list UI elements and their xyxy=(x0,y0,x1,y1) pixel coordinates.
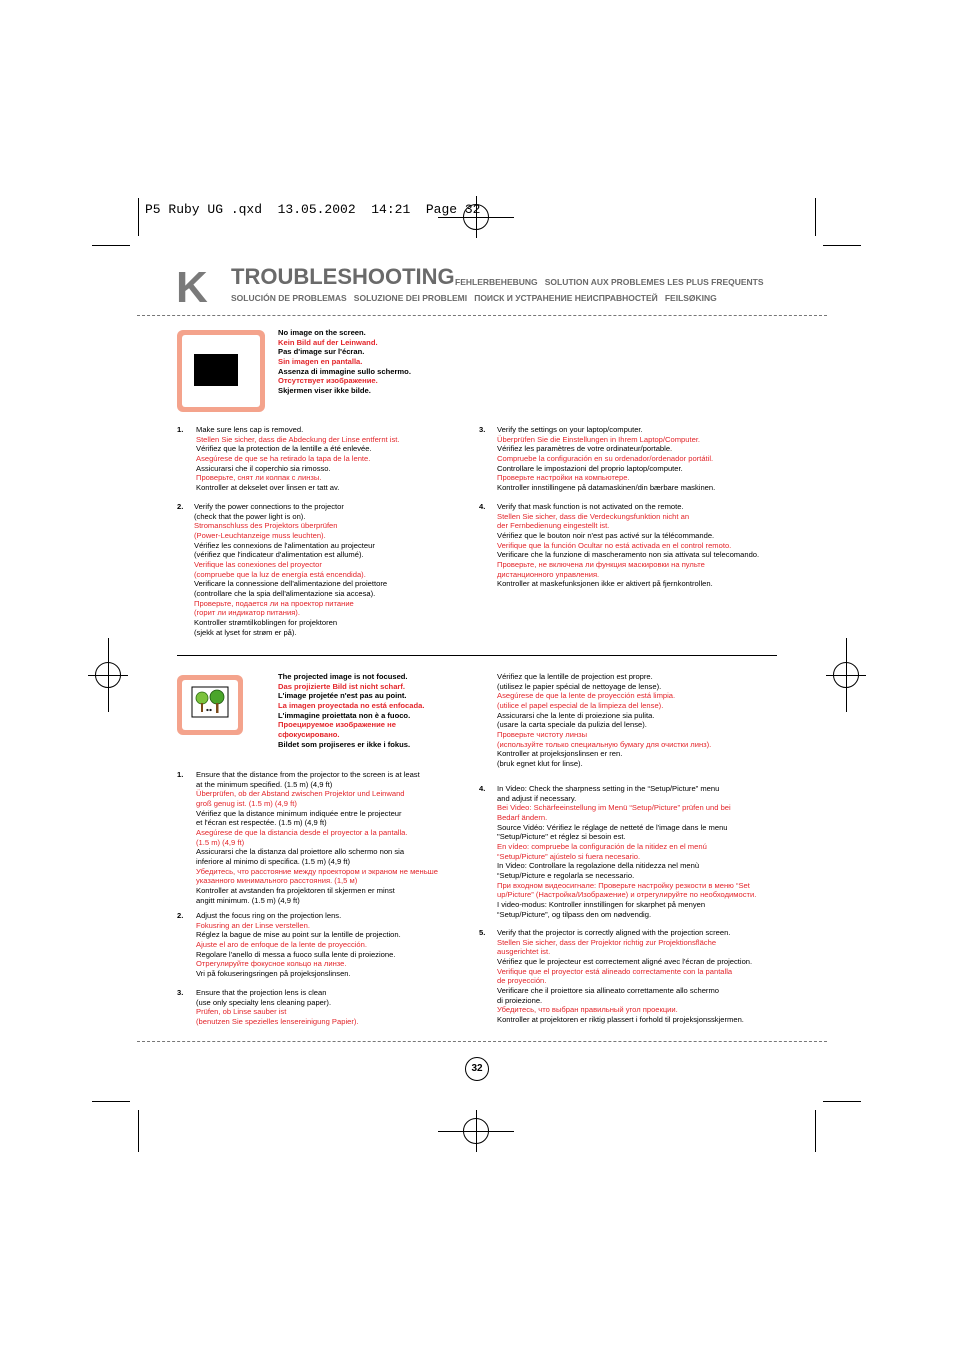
text-line: der Fernbedienung eingestellt ist. xyxy=(497,521,610,531)
text-line: "Setup/Picture" et réglez si besoin est. xyxy=(497,832,626,842)
text-line: Проверьте, не включена ли функция маскировки на пульте xyxy=(497,559,705,569)
item-number: 4. xyxy=(479,502,486,511)
text-line: In Video: Check the sharpness setting in the “Setup/Picture” menu xyxy=(497,784,720,793)
step-lens-clean xyxy=(196,988,359,1027)
text-line: En vídeo: compruebe la configuración de la nitidez en el menú xyxy=(497,841,707,851)
registration-mark-icon xyxy=(833,662,859,688)
divider xyxy=(137,1041,827,1042)
text-line: При входном видеосигнале: Проверьте настройку резкости в меню “Set xyxy=(497,880,750,890)
text-line: up/Picture” (Настройка/Изображение) и отрегулируйте по необходимости. xyxy=(497,890,757,900)
text-line: inferiore al minimo di specifica. (1.5 m) (4,9 ft) xyxy=(196,856,351,866)
chapter-letter: K xyxy=(176,263,208,312)
text-line: Réglez la bague de mise au point sur la lentille de projection. xyxy=(196,930,401,940)
text-line: Kontroller at projektoren er riktig plassert i forhold til projeksjonsskjermen. xyxy=(497,1014,744,1024)
text-line: “Setup/Picture”, og tilpass den om nødvendig. xyxy=(497,909,652,919)
text-line: Ensure that the projection lens is clean xyxy=(196,988,327,997)
text-line: (compruebe que la luz de energía está encendida). xyxy=(194,569,366,579)
text-line: Asegúrese de que la lente de proyección está limpia. xyxy=(497,691,676,701)
text-line: Sin imagen en pantalla. xyxy=(278,356,363,366)
text-line: (bruk egnet klut for linse). xyxy=(497,758,583,768)
item-number: 3. xyxy=(479,425,486,434)
text-line: Проверьте настройки на компьютере. xyxy=(497,473,630,483)
text-line: Vérifiez les connexions de l'alimentation au projecteur xyxy=(194,540,375,550)
step-lens-clean-continued xyxy=(497,672,711,769)
text-line: дистанционного управления. xyxy=(497,569,600,579)
text-line: Pas d'image sur l'écran. xyxy=(278,347,365,357)
text-line: Überprüfen, ob der Abstand zwischen Projektor und Leinwand xyxy=(196,789,405,799)
no-image-icon xyxy=(177,330,265,412)
text-line: Bedarf ändern. xyxy=(497,812,548,822)
text-line: (vérifiez que l'indicateur d'alimentation est allumé). xyxy=(194,550,364,560)
section-divider xyxy=(177,655,777,656)
item-number: 5. xyxy=(479,928,486,937)
item-number: 2. xyxy=(177,911,184,920)
text-line: Kontroller strømtilkoblingen for projektoren xyxy=(194,617,338,627)
text-line: Vérifiez que la protection de la lentille a été enlevée. xyxy=(196,444,372,454)
text-line: Kontroller at dekselet over linsen er tatt av. xyxy=(196,482,340,492)
registration-mark-icon xyxy=(463,1118,489,1144)
text-line: Verificare che il proiettore sia allineato correttamente allo schermo xyxy=(497,985,720,995)
step-sharpness-setting xyxy=(497,784,756,919)
text-line: ausgerichtet ist. xyxy=(497,947,551,957)
text-line: сфокусировано. xyxy=(278,729,340,739)
title-translations-line2: SOLUCIÓN DE PROBLEMAS SOLUZIONE DEI PROBLEMI ПОИСК И УСТРАНЕНИЕ НЕИСПРАВНОСТЕЙ FEILSØKING xyxy=(231,293,717,303)
text-line: Verifique las conexiones del proyector xyxy=(194,559,322,569)
text-line: Verify that mask function is not activated on the remote. xyxy=(497,502,684,511)
text-line: Kontroller innstillingene på datamaskinen/din bærbare maskinen. xyxy=(497,482,716,492)
text-line: groß genug ist. (1.5 m) (4,9 ft) xyxy=(196,798,297,808)
step-power-connections xyxy=(194,502,387,637)
text-line: Kein Bild auf der Leinwand. xyxy=(278,337,378,347)
text-line: Verificare la connessione dell'alimentazione del proiettore xyxy=(194,579,388,589)
text-line: Stellen Sie sicher, dass die Abdeckung der Linse entfernt ist. xyxy=(196,434,400,444)
text-line: Verify that the projector is correctly aligned with the projection screen. xyxy=(497,928,731,937)
text-line: Fokusring an der Linse verstellen. xyxy=(196,920,310,930)
text-line: Verifique que la función Ocultar no está activada en el control remoto. xyxy=(497,540,732,550)
step-lens-cap xyxy=(196,425,399,493)
text-line: at the minimum specified. (1.5 m) (4,9 ft) xyxy=(196,779,333,789)
text-line: Regolare l'anello di messa a fuoco sulla lente di proiezione. xyxy=(196,949,396,959)
text-line: Stellen Sie sicher, dass der Projektor richtig zur Projektionsfläche xyxy=(497,937,717,947)
file-slug: P5 Ruby UG .qxd 13.05.2002 14:21 Page 32 xyxy=(145,202,481,217)
text-line: Убедитесь, что расстояние между проектором и экраном не меньше xyxy=(196,866,438,876)
text-line: (Power-Leuchtanzeige muss leuchten). xyxy=(194,530,326,540)
text-line: (sjekk at lyset for strøm er på). xyxy=(194,627,297,637)
text-line: (utilisez le papier spécial de nettoyage de lense). xyxy=(497,681,662,691)
text-line: Make sure lens cap is removed. xyxy=(196,425,304,434)
text-line: Assicurarsi che la lente di proiezione sia pulita. xyxy=(497,710,655,720)
text-line: Compruebe la configuración en su ordenador/ordenador portátil. xyxy=(497,453,714,463)
text-line: Vérifiez que la lentille de projection est propre. xyxy=(497,672,653,681)
text-line: Отсутствует изображение. xyxy=(278,376,378,386)
text-line: Verify the power connections to the projector xyxy=(194,502,344,511)
text-line: Verificare che la funzione di mascheramento non sia attivata sul telecomando. xyxy=(497,550,760,560)
text-line: (горит ли индикатор питания). xyxy=(194,608,300,618)
text-line: (utilice el papel especial de la limpieza del lense). xyxy=(497,700,664,710)
text-line: The projected image is not focused. xyxy=(278,672,408,681)
text-line: Vérifiez que la distance minimum indiquée entre le projecteur xyxy=(196,808,402,818)
step-projector-alignment xyxy=(497,928,752,1025)
text-line: Vérifiez que le bouton noir n'est pas activé sur la télécommande. xyxy=(497,530,715,540)
text-line: (benutzen Sie spezielles lensereinigung Papier). xyxy=(196,1016,359,1026)
text-line: Проверьте, подается ли на проектор питание xyxy=(194,598,354,608)
text-line: No image on the screen. xyxy=(278,328,366,337)
text-line: (1.5 m) (4,9 ft) xyxy=(196,837,245,847)
text-line: Проверьте, снят ли колпак с линзы. xyxy=(196,473,322,483)
step-focus-ring xyxy=(196,911,401,979)
text-line: and adjust if necessary. xyxy=(497,793,577,803)
text-line: L'image projetée n'est pas au point. xyxy=(278,691,407,701)
step-projection-distance xyxy=(196,770,438,905)
text-line: (usare la carta speciale da pulizia del lense). xyxy=(497,720,647,730)
text-line: Убедитесь, что выбран правильный угол проекции. xyxy=(497,1005,678,1015)
page-number: 32 xyxy=(465,1057,489,1081)
text-line: Überprüfen Sie die Einstellungen in Ihrem Laptop/Computer. xyxy=(497,434,701,444)
text-line: Assenza di immagine sullo schermo. xyxy=(278,366,411,376)
text-line: Kontroller at avstanden fra projektoren til skjermen er minst xyxy=(196,885,395,895)
text-line: Отрегулируйте фокусное кольцо на линзе. xyxy=(196,959,347,969)
text-line: Vri på fokuseringsringen på projeksjonslinsen. xyxy=(196,968,351,978)
problem-heading-no-image xyxy=(278,328,411,396)
text-line: (use only specialty lens cleaning paper). xyxy=(196,997,332,1007)
divider xyxy=(137,315,827,316)
step-laptop-settings xyxy=(497,425,715,493)
text-line: Vérifiez les paramètres de votre ordinateur/portable. xyxy=(497,444,673,454)
registration-mark-icon xyxy=(95,662,121,688)
text-line: Проецируемое изображение не xyxy=(278,720,396,730)
text-line: Controllare le impostazioni del proprio laptop/computer. xyxy=(497,463,683,473)
text-line: указанного минимального расстояния. (1,5 м) xyxy=(196,876,358,886)
item-number: 4. xyxy=(479,784,486,793)
text-line: I video-modus: Kontroller innstillingen for skarphet på menyen xyxy=(497,899,706,909)
text-line: Verify the settings on your laptop/computer. xyxy=(497,425,643,434)
item-number: 3. xyxy=(177,988,184,997)
text-line: “Setup/Picture” ajústelo si fuera necesario. xyxy=(497,851,641,861)
text-line: Verifique que el proyector está alineado correctamente con la pantalla xyxy=(497,966,733,976)
text-line: angitt minimum. (1.5 m) (4,9 ft) xyxy=(196,895,300,905)
text-line: Проверьте чистоту линзы xyxy=(497,729,588,739)
text-line: Asegúrese de que la distancia desde el proyector a la pantalla. xyxy=(196,827,408,837)
text-line: di proiezione. xyxy=(497,995,543,1005)
text-line: Prüfen, ob Linse sauber ist xyxy=(196,1007,287,1017)
page-title: TROUBLESHOOTING xyxy=(231,264,455,289)
text-line: Stellen Sie sicher, dass die Verdeckungsfunktion nicht an xyxy=(497,511,690,521)
text-line: La imagen proyectada no está enfocada. xyxy=(278,700,425,710)
item-number: 1. xyxy=(177,425,184,434)
problem-heading-not-focused xyxy=(278,672,424,749)
text-line: Assicurarsi che la distanza dal proiettore allo schermo non sia xyxy=(196,847,405,857)
text-line: (controllare che la spia dell'alimentazione sia accesa). xyxy=(194,588,376,598)
text-line: In Video: Controllare la regolazione della nitidezza nel menù xyxy=(497,861,700,871)
text-line: (используйте только специальную бумагу для очистки линз). xyxy=(497,739,712,749)
text-line: Ensure that the distance from the projector to the screen is at least xyxy=(196,770,420,779)
text-line: Ajuste el aro de enfoque de la lente de proyección. xyxy=(196,939,367,949)
text-line: Asegúrese de que se ha retirado la tapa de la lente. xyxy=(196,453,371,463)
text-line: et l'écran est respectée. (1.5 m) (4,9 ft) xyxy=(196,818,327,828)
item-number: 1. xyxy=(177,770,184,779)
text-line: Das projizierte Bild ist nicht scharf. xyxy=(278,681,406,691)
text-line: de proyección. xyxy=(497,976,547,986)
item-number: 2. xyxy=(177,502,184,511)
text-line: Source Vidéo: Vérifiez le réglage de netteté de l'image dans le menu xyxy=(497,822,728,832)
not-focused-icon xyxy=(177,675,243,735)
text-line: “Setup/Picture e regolarla se necessario. xyxy=(497,870,635,880)
text-line: Skjermen viser ikke bilde. xyxy=(278,385,371,395)
step-mask-function xyxy=(497,502,759,589)
text-line: Bei Video: Schärfeeinstellung im Menü “Setup/Picture” prüfen und bei xyxy=(497,803,731,813)
text-line: Vérifiez que le projecteur est correctement aligné avec l'écran de projection. xyxy=(497,956,753,966)
text-line: Kontroller at maskefunksjonen ikke er aktivert på fjernkontrollen. xyxy=(497,579,713,589)
text-line: Adjust the focus ring on the projection lens. xyxy=(196,911,342,920)
text-line: Stromanschluss des Projektors überprüfen xyxy=(194,521,338,531)
title-translations-line1: FEHLERBEHEBUNG SOLUTION AUX PROBLEMES LES PLUS FREQUENTS xyxy=(455,277,764,287)
text-line: Assicurarsi che il coperchio sia rimosso. xyxy=(196,463,331,473)
text-line: (check that the power light is on). xyxy=(194,511,306,521)
text-line: Bildet som projiseres er ikke i fokus. xyxy=(278,739,411,749)
text-line: L'immagine proiettata non è a fuoco. xyxy=(278,710,411,720)
text-line: Kontroller at projeksjonslinsen er ren. xyxy=(497,749,623,759)
